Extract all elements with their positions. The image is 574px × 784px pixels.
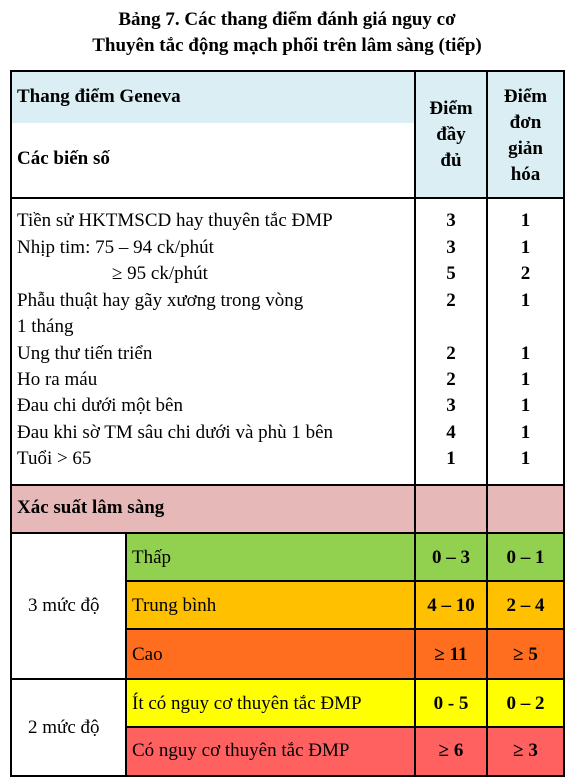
grid-mid-bottom — [126, 628, 565, 630]
row-label-continued: 1 tháng — [17, 316, 74, 337]
row-label: ≥ 95 ck/phút — [112, 263, 208, 284]
row-simple-score: 1 — [520, 448, 531, 469]
col-simple-heading-4: hóa — [510, 164, 541, 185]
level-label: Ít có nguy cơ thuyên tắc ĐMP — [132, 693, 362, 714]
level-simple-range: ≥ 3 — [513, 740, 538, 761]
level-simple-range: 2 – 4 — [506, 595, 545, 616]
level-full-range: 4 – 10 — [427, 595, 475, 616]
row-simple-score: 1 — [520, 290, 531, 311]
row-label: Tuổi > 65 — [17, 448, 92, 469]
level-label: Có nguy cơ thuyên tắc ĐMP — [132, 740, 350, 761]
row-simple-score: 1 — [520, 369, 531, 390]
col-full-heading-1: Điểm — [429, 98, 473, 119]
row-label: Nhịp tim: 75 – 94 ck/phút — [17, 237, 214, 258]
row-full-score: 3 — [446, 237, 456, 258]
scale-name: Thang điểm Geneva — [17, 86, 181, 107]
row-label: Đau chi dưới một bên — [17, 395, 183, 416]
grid-low-bottom — [126, 580, 565, 582]
grid-top — [10, 70, 565, 72]
level-label: Trung bình — [132, 595, 217, 616]
level-full-range: ≥ 11 — [434, 644, 468, 665]
row-simple-score: 1 — [520, 210, 531, 231]
table-caption-line1: Bảng 7. Các thang điểm đánh giá nguy cơ — [118, 9, 456, 30]
level-label: Thấp — [132, 547, 172, 568]
probability-heading: Xác suất lâm sàng — [17, 497, 165, 518]
grid-unlikely-bottom — [126, 726, 565, 728]
row-full-score: 3 — [446, 210, 456, 231]
grid-level-divider — [125, 532, 127, 777]
row-simple-score: 1 — [520, 422, 531, 443]
three-levels-label: 3 mức độ — [28, 595, 100, 616]
row-simple-score: 1 — [520, 395, 531, 416]
row-simple-score: 1 — [520, 343, 531, 364]
row-simple-score: 1 — [520, 237, 531, 258]
level-full-range: 0 - 5 — [433, 693, 469, 714]
grid-header-bottom — [10, 197, 565, 199]
grid-prob-bottom — [10, 532, 565, 534]
grid-body-bottom — [10, 484, 565, 486]
variables-heading: Các biến số — [17, 148, 110, 169]
level-full-range: ≥ 6 — [438, 740, 464, 761]
level-simple-range: ≥ 5 — [513, 644, 538, 665]
row-full-score: 3 — [446, 395, 456, 416]
row-full-score: 1 — [446, 448, 456, 469]
col-simple-heading-1: Điểm — [503, 86, 548, 107]
grid-left — [10, 70, 12, 777]
level-full-range: 0 – 3 — [432, 547, 470, 568]
level-simple-range: 0 – 1 — [506, 547, 545, 568]
col-full-heading-3: đủ — [440, 150, 462, 171]
row-simple-score: 2 — [520, 263, 531, 284]
col-simple-heading-2: đơn — [509, 112, 542, 133]
row-label: Tiền sử HKTMSCD hay thuyên tắc ĐMP — [17, 210, 333, 231]
table-caption-line2: Thuyên tắc động mạch phổi trên lâm sàng (tiếp) — [92, 35, 482, 56]
row-label: Ung thư tiến triển — [17, 343, 153, 364]
two-levels-label: 2 mức độ — [28, 717, 100, 738]
row-label: Phẫu thuật hay gãy xương trong vòng — [17, 290, 304, 311]
row-full-score: 2 — [446, 290, 456, 311]
grid-three-bottom — [10, 678, 565, 680]
row-label: Đau khi sờ TM sâu chi dưới và phù 1 bên — [17, 422, 334, 443]
col-full-heading-2: đầy — [436, 124, 466, 145]
row-label: Ho ra máu — [17, 369, 98, 390]
col-simple-heading-3: giản — [508, 138, 543, 159]
row-full-score: 4 — [446, 422, 456, 443]
row-full-score: 2 — [446, 369, 456, 390]
row-full-score: 2 — [446, 343, 456, 364]
row-full-score: 5 — [446, 263, 456, 284]
grid-bottom — [10, 775, 565, 777]
level-label: Cao — [132, 644, 163, 665]
level-simple-range: 0 – 2 — [506, 693, 545, 714]
